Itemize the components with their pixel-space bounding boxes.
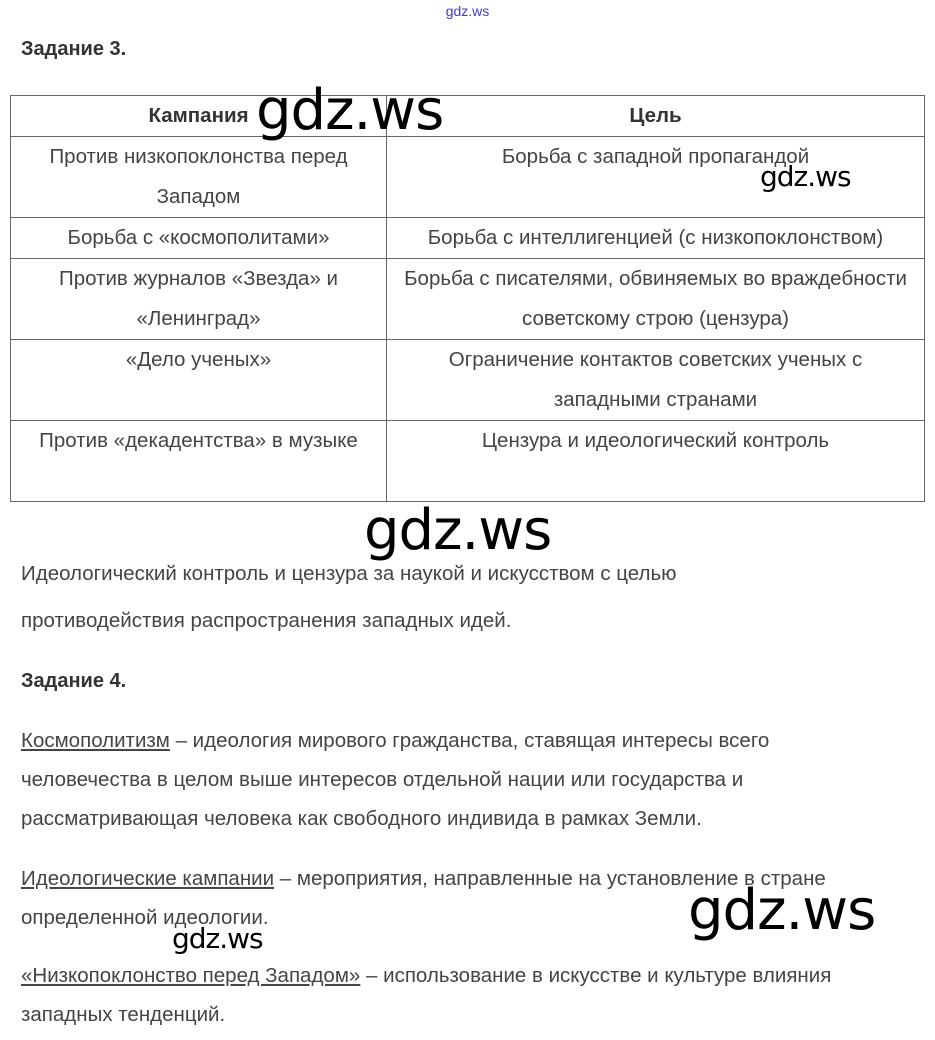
definition <box>21 956 861 1034</box>
cell-goal: Ограничение контактов советских ученых с западными странами <box>387 340 925 421</box>
definition-term: Идеологические кампании <box>21 867 275 890</box>
header-goal: Цель <box>387 96 925 137</box>
definition <box>21 721 871 838</box>
watermark: gdz.ws <box>364 498 552 563</box>
watermark: gdz.ws <box>172 922 263 955</box>
task3-conclusion: Идеологический контроль и цензура за наукой и искусством с целью противодействия распространения западных идей. <box>21 562 677 632</box>
cell-campaign: Против журналов «Звезда» и «Ленинград» <box>11 259 387 340</box>
site-watermark-top: gdz.ws <box>445 3 490 19</box>
definition-text: – использование в искусстве и культуре влияния западных тенденций. <box>21 964 832 1026</box>
definition-term: «Низкопоклонство перед Западом» <box>21 964 361 987</box>
watermark: gdz.ws <box>688 878 876 943</box>
definition-term: Космополитизм <box>21 729 170 752</box>
campaigns-table <box>10 95 925 502</box>
cell-campaign: Борьба с «космополитами» <box>11 218 387 259</box>
table-row <box>11 340 925 421</box>
watermark: gdz.ws <box>256 78 444 143</box>
table-row <box>11 259 925 340</box>
cell-goal: Борьба с интеллигенцией (с низкопоклонством) <box>387 218 925 259</box>
table-row <box>11 421 925 502</box>
cell-goal: Борьба с писателями, обвиняемых во враждебности советскому строю (цензура) <box>387 259 925 340</box>
table-row <box>11 218 925 259</box>
cell-goal: Цензура и идеологический контроль <box>387 421 925 502</box>
cell-campaign: «Дело ученых» <box>11 340 387 421</box>
header-campaign: Кампания <box>11 96 387 137</box>
cell-campaign: Против «декадентства» в музыке <box>11 421 387 502</box>
cell-goal: Борьба с западной пропагандой <box>387 137 925 218</box>
definition-text: – идеология мирового гражданства, ставящая интересы всего человечества в целом выше интересов отдельной нации или государства и рассматривающая человека как свободного индивида в рамках Земли. <box>21 729 770 830</box>
table-header-row <box>11 96 925 137</box>
task3-heading: Задание 3. <box>21 38 127 60</box>
cell-campaign: Против низкопоклонства перед Западом <box>11 137 387 218</box>
task4-heading: Задание 4. <box>21 670 127 692</box>
definition-text: – мероприятия, направленные на установление в стране определенной идеологии. <box>21 867 826 929</box>
watermark: gdz.ws <box>760 160 851 193</box>
